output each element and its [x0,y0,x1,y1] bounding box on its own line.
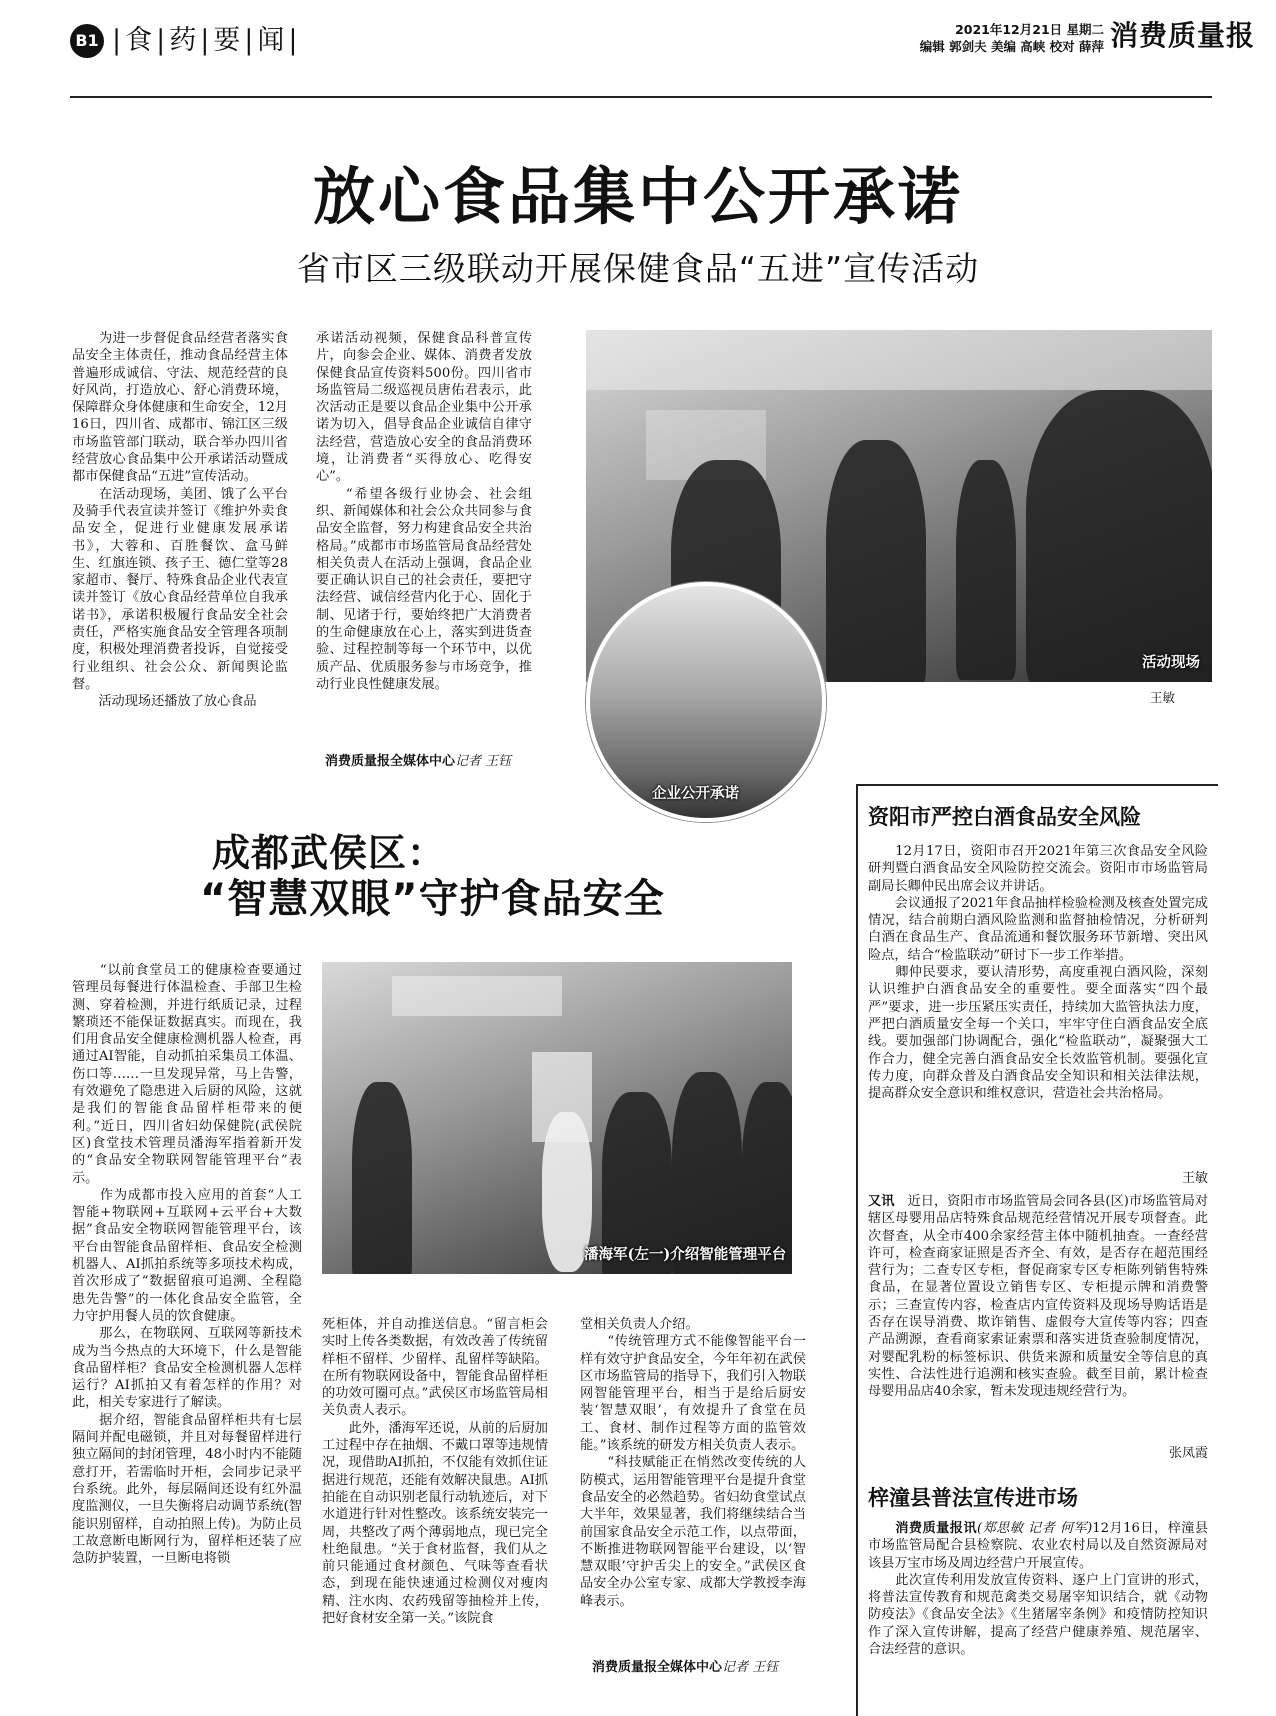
page-number-badge: B1 [70,24,104,58]
main-headline: 放心食品集中公开承诺 [312,160,963,233]
main-subheadline: 省市区三级联动开展保健食品“五进”宣传活动 [296,249,980,288]
main-story-column-1: 为进一步督促食品经营者落实食品安全主体责任，推动食品经营主体普遍形成诚信、守法、规范经营的良好风尚，打造放心、舒心消费环境，保障群众身体健康和生命安全，12月16日，四川省、成都市、锦江区三级市场监管部门联动，联合举办四川省经营放心食品集中公开承诺活动暨成都市保健食品“五进”宣传活动。 在活动现场，美团、饿了么平台及骑手代表宣读并签订《维护外卖食品安全，促进行业健康发展承诺书》，大蓉和、百胜餐饮、盒马鲜生、红旗连锁、孩子王、德仁堂等28家超市、餐厅、特殊食品企业代表宣读并签订《放心食品经营单位自我承诺书》，承诺积极履行食品安全社会责任，严格实施食品安全管理各项制度，积极处理消费者投诉，自觉接受行业组织、社会公众、新闻舆论监督。 活动现场还播放了放心食品 [72,331,288,710]
issue-date: 2021年12月21日 星期二 [955,22,1104,37]
byline-org: 消费质量报全媒体中心 [592,1660,723,1675]
wuhou-story-byline [592,1656,778,1675]
zitong-byline: 消费质量报讯 [895,1521,977,1536]
main-story-byline [325,750,511,769]
wuhou-headline-line1: 成都武侯区： [212,831,447,875]
zitong-byline-authors: (郑思敏 记者 何军) [976,1521,1093,1536]
header-divider [70,96,1212,98]
main-story-column-2: 承诺活动视频，保健食品科普宣传片，向参会企业、媒体、消费者发放保健食品宣传资料500份。四川省市场监管局二级巡视员唐佑君表示，此次活动正是要以食品企业集中公开承诺为切入，倡导食品企业诚信自律守法经营，营造放心安全的食品消费环境，让消费者“买得放心、吃得安心”。 “希望各级行业协会、社会组织、新闻媒体和社会公众共同参与食品安全监督，努力构建食品安全共治格局。”成都市市场监管局食品经营处相关负责人在活动上强调，食品企业要正确认识自己的社会责任，要把守法经营、诚信经营内化于心、固化于制、见诸于行，要始终把广大消费者的生命健康放在心上，落实到进货查验、过程控制等每一个环节中，以优质产品、优质服务参与市场竞争，推动行业良性健康发展。 [316,331,532,692]
event-photo-caption: 活动现场 [1142,654,1200,671]
photo-credit: 王敏 [1150,690,1176,705]
ziyang-story-body: 12月17日，资阳市召开2021年第三次食品安全风险研判暨白酒食品安全风险防控交流会。资阳市市场监管局副局长卿仲民出席会议并讲话。 会议通报了2021年食品抽样检验检测及核查处置完成情况，结合前期白酒风险监测和监督抽检情况，分析研判白酒在食品生产、食品流通和餐饮服务环节新增、突出风险点，结合“检监联动”研讨下一步工作举措。 卿仲民要求，要认清形势，高度重视白酒风险，深刻认识维护白酒食品安全的重要性。要全面落实“四个最严”要求，进一步压紧压实责任，持续加大监管执法力度，严把白酒质量安全每一个关口，牢牢守住白酒食品安全底线。要加强部门协调配合，强化“检监联动”，凝聚强大工作合力，健全完善白酒食品安全长效监管机制。要强化宣传力度，向群众普及白酒食品安全知识和相关法律法规，提高群众安全意识和维权意识，营造社会共治格局。 [868,844,1208,1102]
wuhou-story-column-1: “以前食堂员工的健康检查要通过管理员每餐进行体温检查、手部卫生检测、穿着检测，并进行纸质记录，过程繁琐还不能保证数据真实。而现在，我们用食品安全健康检测机器人检查，再通过AI智能，自动抓拍采集员工体温、伤口等……一旦发现异常，马上告警，有效避免了隐患进入后厨的风险，这就是我们的智能食品留样柜带来的便利。”近日，四川省妇幼保健院(武侯院区)食堂技术管理员潘海军指着新开发的“食品安全物联网智能管理平台”表示。 作为成都市投入应用的首套“人工智能+物联网+互联网+云平台+大数据”食品安全物联网智能管理平台，该平台由智能食品留样柜、食品安全检测机器人、AI抓拍系统等多项技术构成，首次形成了“数据留痕可追溯、全程隐患先告警”的一体化食品安全监管，全力守护用餐人员的饮食健康。 那么，在物联网、互联网等新技术成为当今热点的大环境下，什么是智能食品留样柜？食品安全检测机器人怎样运行？AI抓拍又有着怎样的作用？对此，相关专家进行了解读。 据介绍，智能食品留样柜共有七层隔间并配电磁锁，并且对每餐留样进行独立隔间的封闭管理，48小时内不能随意打开，若需临时开柜，会同步记录平台系统。此外，每层隔间还设有红外温度监测仪，一旦失衡将启动调节系统(智能识别留样，自动拍照上传)。为防止员工故意断电断网行为，留样柜还装了应急防护装置，一旦断电将锁 [72,963,302,1567]
ziyang-followup-signoff: 张凤霞 [1168,1446,1208,1461]
byline-org: 消费质量报全媒体中心 [325,754,456,769]
pledge-inset-photo [586,582,826,822]
wuhou-headline-line2: “智慧双眼”守护食品安全 [200,876,665,922]
wuhou-photo-caption: 潘海军(左一)介绍智能管理平台 [584,1246,787,1263]
wuhou-story-column-3: 堂相关负责人介绍。 “传统管理方式不能像智能平台一样有效守护食品安全，今年年初在武侯区市场监管局的指导下，我们引入物联网智能管理平台，相当于是给后厨安装‘智慧双眼’，有效提升了食堂在员工、食材、制作过程等方面的监管效能。”该系统的研发方相关负责人表示。 “科技赋能正在悄然改变传统的人防模式，运用智能管理平台是提升食堂食品安全的必然趋势。省妇幼食堂试点大半年，效果显著，我们将继续结合当前国家食品安全示范工作，以点带面，不断推进物联网智能平台建设，以‘智慧双眼’守护舌尖上的安全。”武侯区食品安全办公室专家、成都大学教授李海峰表示。 [580,1317,806,1609]
byline-reporter: 记者 王钰 [722,1660,779,1675]
pledge-inset-caption: 企业公开承诺 [652,785,739,802]
followup-body: 近日，资阳市市场监管局会同各县(区)市场监管局对辖区母婴用品店特殊食品规范经营情况开展专项督查。此次督查，从全市400余家经营主体中随机抽查。一查经营许可，检查商家证照是否齐全、有效，是否存在超范围经营行为；二查专区专柜，督促商家专区专柜陈列销售特殊食品，在显著位置设立销售专区、专柜提示牌和消费警示；三查宣传内容，检查店内宣传资料及现场导购话语是否存在误导消费、欺诈销售、虚假夸大宣传等内容；四查产品溯源，查看商家索证索票和落实进货查验制度情况，对婴配乳粉的标签标识、供货来源和质量安全等信息的真实性、合法性进行追溯和核实查验。截至目前，累计检查母婴用品店40余家，暂未发现违规经营行为。 [868,1194,1208,1400]
editors-credit: 编辑 郭剑夫 美编 高峡 校对 薛萍 [919,39,1104,54]
wuhou-photo [322,962,792,1274]
followup-lead: 又讯 [868,1194,895,1209]
zitong-story-body [868,1520,1208,1660]
zitong-headline: 梓潼县普法宣传进市场 [868,1486,1078,1510]
zitong-body-text: 12月16日，梓潼县市场监管局配合县检察院、农业农村局以及自然资源局对该县万宝市场及周边经营户开展宣传。 此次宣传利用发放宣传资料、逐户上门宣讲的形式，将普法宣传教育和规范禽类交易屠宰知识结合，就《动物防疫法》《食品安全法》《生猪屠宰条例》和疫情防控知识作了深入宣传讲解，提高了经营户健康养殖、规范屠宰、合法经营的意识。 [868,1521,1208,1658]
newspaper-masthead: 消费质量报 [1110,19,1256,52]
wuhou-story-column-2: 死柜体，并自动推送信息。“留言柜会实时上传各类数据，有效改善了传统留样柜不留样、少留样、乱留样等缺陷。在所有物联网设备中，智能食品留样柜的功效可圈可点。”武侯区市场监管局相关负责人表示。 此外，潘海军还说，从前的后厨加工过程中存在抽烟、不戴口罩等违规情况，现借助AI抓拍，不仅能有效抓住证据进行规范，还能有效解决鼠患。AI抓拍能在自动识别老鼠行动轨迹后，对下水道进行针对性整改。该系统安装完一周，共整改了两个薄弱地点，现已完全杜绝鼠患。“关于食材监督，我们从之前只能通过食材颜色、气味等查看状态，到现在能快速通过检测仪对瘦肉精、注水肉、农药残留等抽检并上传，把好食材安全第一关。”该院食 [322,1317,548,1627]
ziyang-signoff: 王敏 [1181,1171,1208,1186]
byline-reporter: 记者 王钰 [455,754,512,769]
ziyang-headline: 资阳市严控白酒食品安全风险 [868,805,1141,829]
section-title: |食|药|要|闻| [112,25,302,56]
ziyang-followup [868,1193,1208,1441]
